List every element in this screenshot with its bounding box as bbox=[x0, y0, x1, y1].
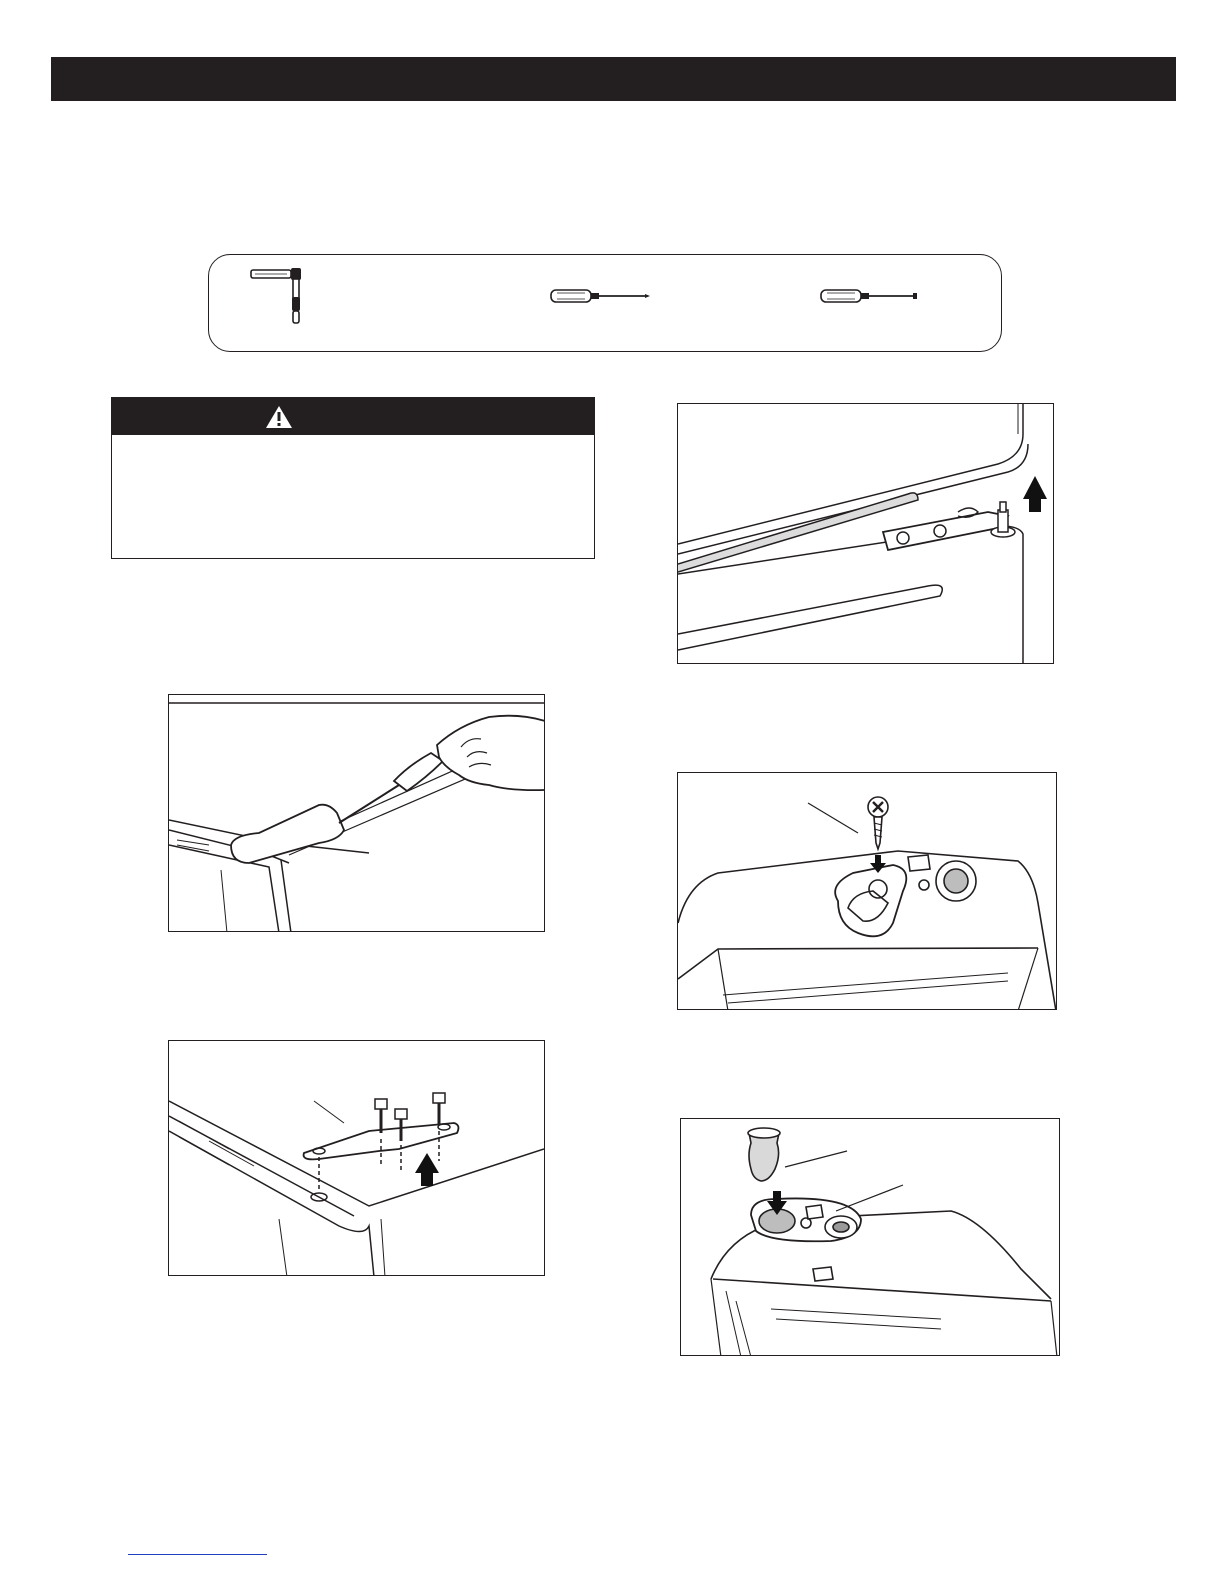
socket-wrench-icon bbox=[249, 265, 327, 329]
flat-screwdriver-icon bbox=[819, 285, 923, 307]
footer-link-underline bbox=[128, 1554, 267, 1555]
header-bar bbox=[51, 57, 1176, 101]
warning-header bbox=[112, 398, 594, 435]
lift-door-off-hinge-pin-illustration bbox=[677, 403, 1054, 664]
tools-box bbox=[208, 254, 1002, 352]
remove-top-hinge-bolts-illustration bbox=[168, 1040, 545, 1276]
remove-hinge-cover-illustration bbox=[168, 694, 545, 932]
remove-hinge-screw-illustration bbox=[677, 772, 1057, 1010]
warning-box bbox=[111, 397, 595, 559]
phillips-screwdriver-icon bbox=[549, 285, 653, 307]
insert-hinge-bushing-illustration bbox=[680, 1118, 1060, 1356]
warning-triangle-icon bbox=[265, 405, 293, 434]
